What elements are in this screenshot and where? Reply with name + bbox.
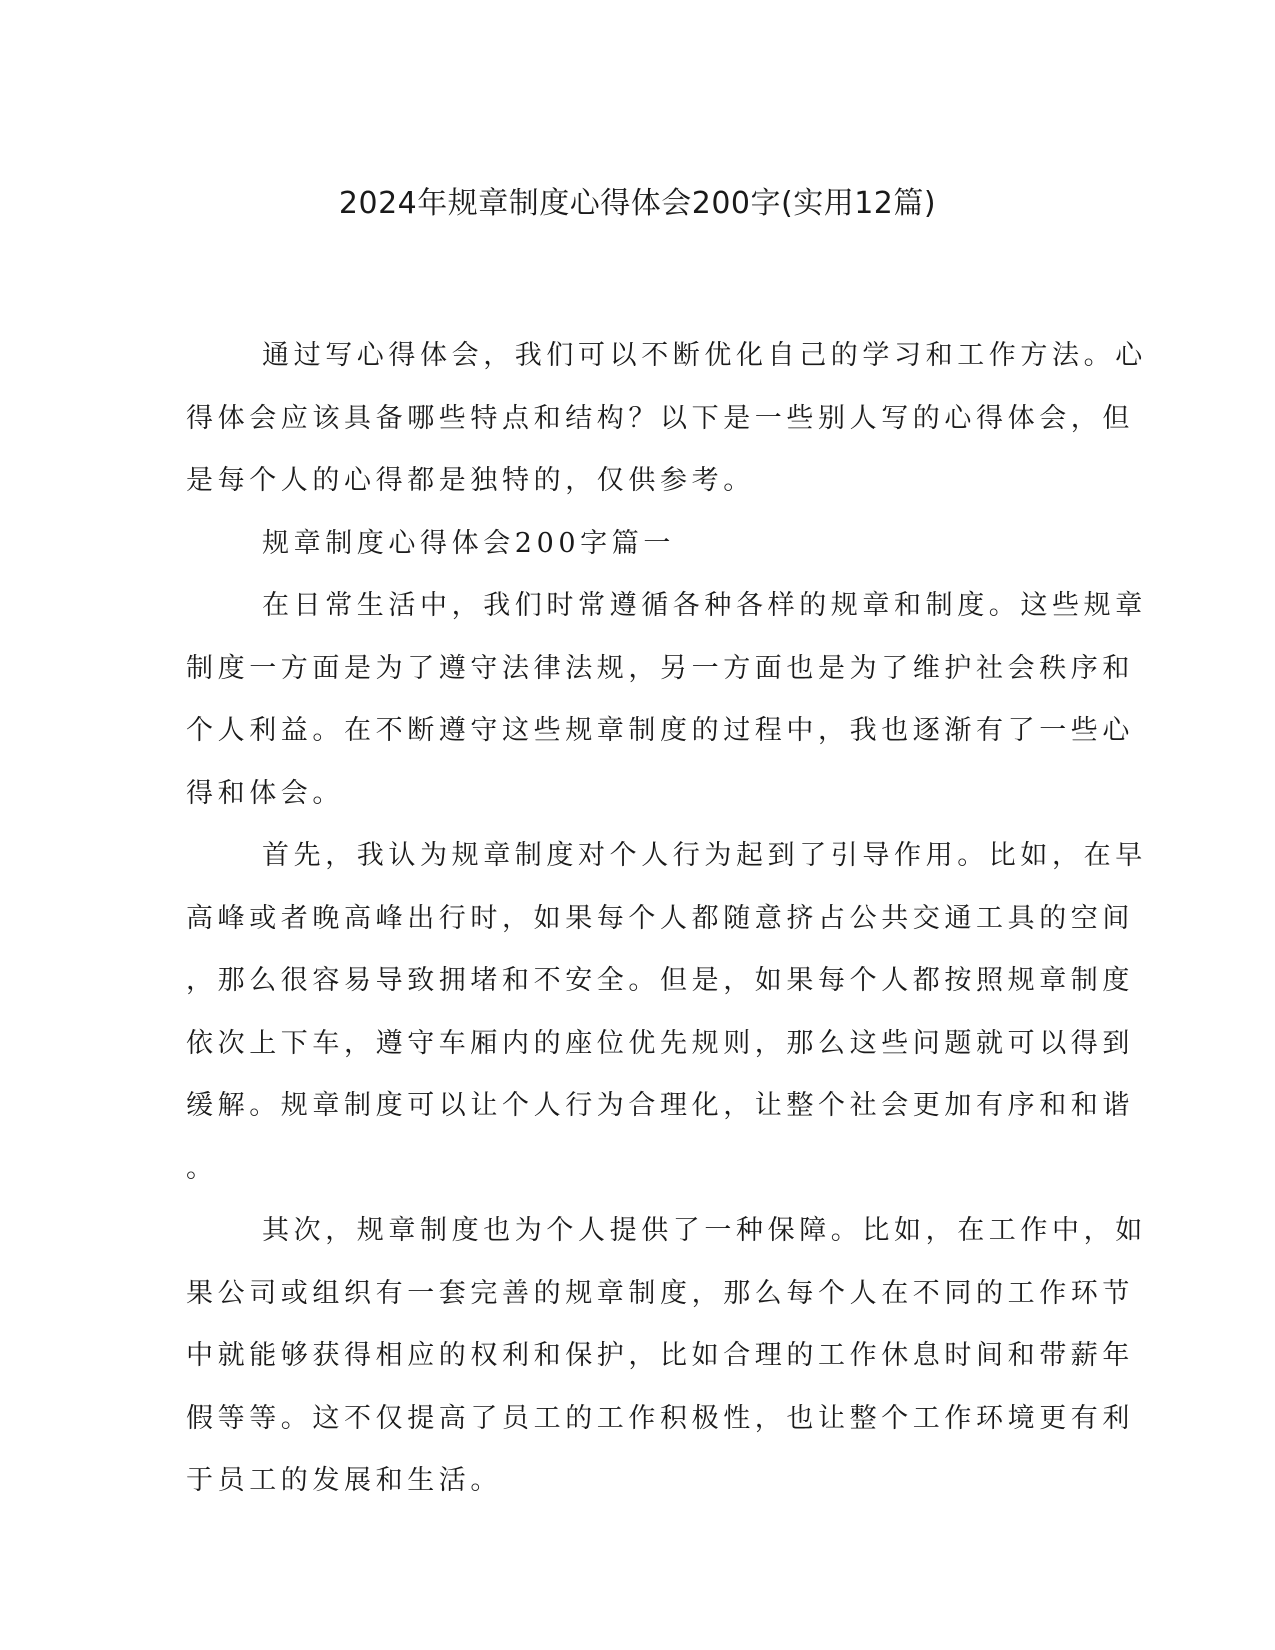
text-line: 假等等。这不仅提高了员工的工作积极性，也让整个工作环境更有利 [186,1402,1134,1434]
text-line: 缓解。规章制度可以让个人行为合理化，让整个社会更加有序和和谐 [186,1090,1134,1121]
text-line: 果公司或组织有一套完善的规章制度，那么每个人在不同的工作环节 [186,1277,1134,1309]
text-line: 通过写心得体会，我们可以不断优化自己的学习和工作方法。心 [262,340,1147,371]
text-line: 得体会应该具备哪些特点和结构？以下是一些别人写的心得体会，但 [186,402,1134,434]
text-line: 中就能够获得相应的权利和保护，比如合理的工作休息时间和带薪年 [186,1340,1134,1371]
text-line: 高峰或者晚高峰出行时，如果每个人都随意挤占公共交通工具的空间 [186,902,1134,934]
text-line: 依次上下车，遵守车厢内的座位优先规则，那么这些问题就可以得到 [186,1027,1134,1059]
text-line: ，那么很容易导致拥堵和不安全。但是，如果每个人都按照规章制度 [186,965,1134,996]
document-title: 2024年规章制度心得体会200字(实用12篇) [338,186,937,221]
text-line: 个人利益。在不断遵守这些规章制度的过程中，我也逐渐有了一些心 [186,715,1134,746]
text-line: 于员工的发展和生活。 [186,1465,502,1496]
text-line: 在日常生活中，我们时常遵循各种各样的规章和制度。这些规章 [262,590,1147,621]
text-line: 规章制度心得体会200字篇一 [262,527,675,559]
document-body [186,325,1147,1513]
text-line: 。 [186,1152,218,1184]
text-line: 制度一方面是为了遵守法律法规，另一方面也是为了维护社会秩序和 [186,652,1134,684]
text-line: 得和体会。 [186,777,344,809]
text-line: 首先，我认为规章制度对个人行为起到了引导作用。比如，在早 [262,840,1147,871]
text-line: 是每个人的心得都是独特的，仅供参考。 [186,465,755,496]
text-line: 其次，规章制度也为个人提供了一种保障。比如，在工作中，如 [262,1215,1147,1246]
